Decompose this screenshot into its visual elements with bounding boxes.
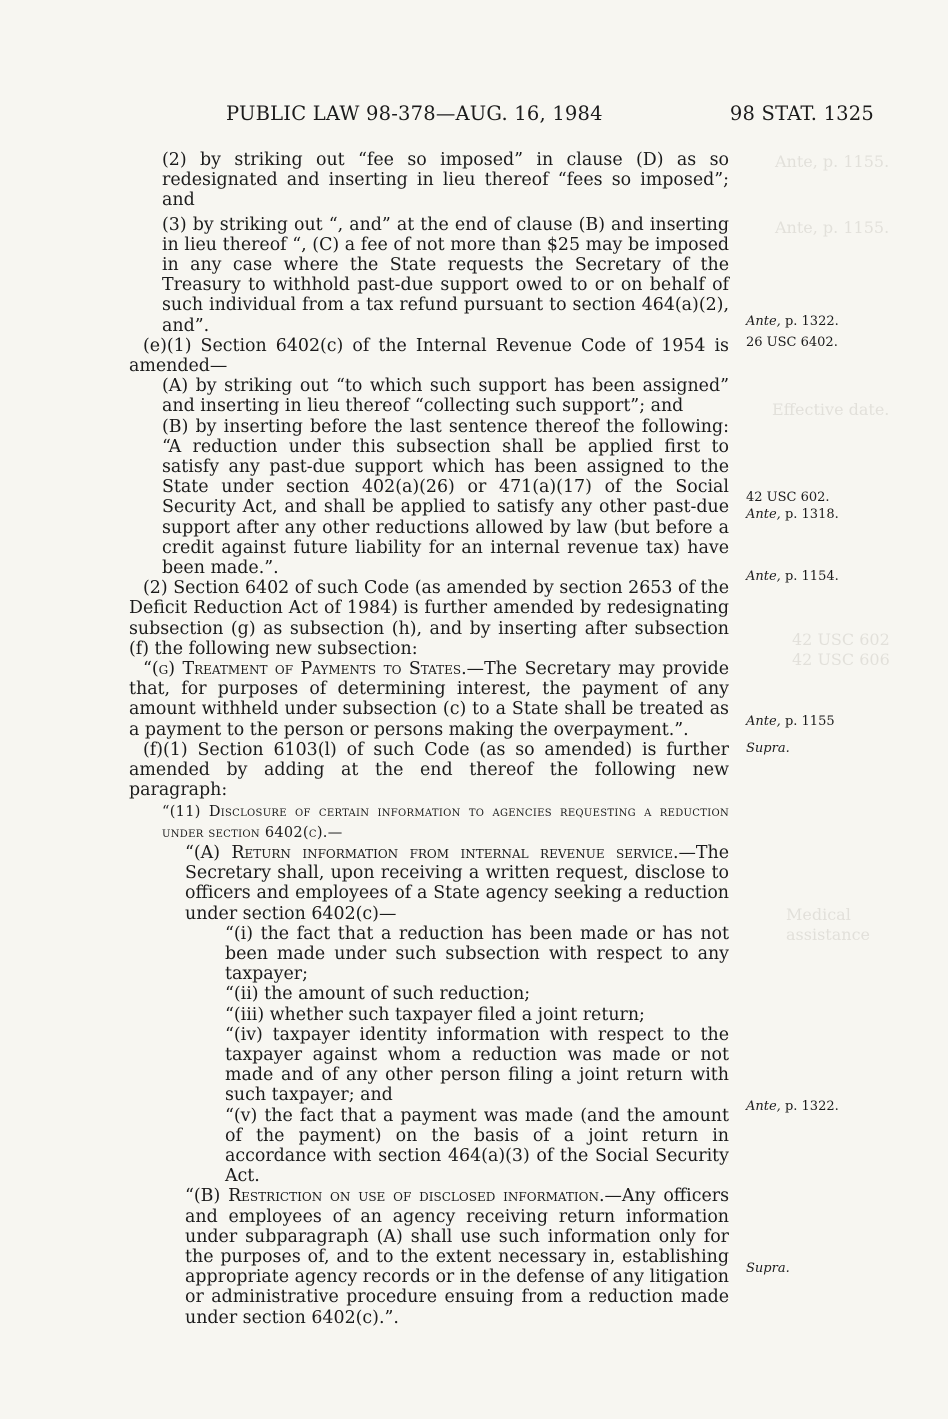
running-header (0, 96, 948, 132)
bleed-through-text: Ante, p. 1155. (775, 218, 890, 237)
clause-B: (B) by inserting before the last sentence thereof the following: “A reduction under this subsection shall be applied first to satisfy any past-due support which has been assigned to the State under section 402(a)(26) or 471(a)(17) of the Social Security Act, and shall be applied to satisfy any other past-due support after any other reductions allowed by law (but before a credit against future liability for an internal revenue tax) have been made.”. (162, 416, 729, 579)
item-iv: “(iv) taxpayer identity information with respect to the taxpayer against whom a reduction was made or not made and of any other person filing a joint return with such taxpayer; and (225, 1024, 729, 1106)
bleed-through-text: Effective date. (772, 400, 890, 419)
body-text (129, 150, 729, 1328)
bleed-through-text: 42 USC 602 (792, 630, 890, 649)
subsection-e-2-text: (2) Section 6402 of such Code (as amended by section 2653 of the Deficit Reduction Act of 1984) is further amended by redesignating subsection (g) as subsection (h), and by inserting after subsection (f) the following new subsection: (129, 578, 729, 659)
subsection-f-1: (f)(1) Section 6103(l) of such Code (as so amended) is further amended by adding at the end thereof the following new paragraph: (129, 739, 729, 801)
subsection-g-text: —The Secretary may provide that, for purposes of determining interest, the payment of any amount withheld under subsection (c) to a State shall be treated as a payment to the person or persons making the overpayment.”. (129, 659, 729, 740)
margin-note: 26 USC 6402. (746, 335, 838, 350)
paragraph-11-heading (129, 801, 729, 843)
item-i: “(i) the fact that a reduction has been made or has not been made under such subsection with respect to any taxpayer; (225, 923, 729, 985)
subparagraph-B (129, 1186, 729, 1327)
subparagraph-B-heading: “(B) Restriction on use of disclosed information. (185, 1186, 605, 1207)
subsection-e-1: (e)(1) Section 6402(c) of the Internal Revenue Code of 1954 is amended— (129, 335, 729, 377)
margin-note: Supra. (746, 741, 790, 756)
margin-note: Ante, p. 1322. (746, 314, 839, 329)
subparagraph-A-heading: “(A) Return information from internal revenue service. (185, 842, 679, 863)
margin-note: 42 USC 602. (746, 490, 830, 505)
margin-note: Ante, p. 1322. (746, 1099, 839, 1114)
paragraph-2: (2) by striking out “fee so imposed” in clause (D) as so redesignated and inserting in lieu thereof “fees so imposed”; and (162, 150, 729, 211)
paragraph-11-heading-text: “(11) Disclosure of certain information to agencies requesting a reduction under section 6402(c).— (162, 803, 729, 841)
bleed-through-text: Medical (786, 905, 851, 924)
item-iii: “(iii) whether such taxpayer filed a joint return; (225, 1004, 645, 1025)
subsection-g-heading: “(g) Treatment of Payments to States. (143, 659, 467, 680)
item-v: “(v) the fact that a payment was made (and the amount of the payment) on the basis of a joint return in accordance with section 464(a)(3) of the Social Security Act. (225, 1105, 729, 1187)
statute-page-number: 98 STAT. 1325 (729, 102, 874, 125)
subsection-e-2 (129, 578, 729, 659)
margin-note: Ante, p. 1155 (746, 714, 835, 729)
bleed-through-text: assistance (786, 925, 870, 944)
law-citation: PUBLIC LAW 98-378—AUG. 16, 1984 (226, 102, 603, 125)
margin-note: Ante, p. 1318. (746, 507, 839, 522)
bleed-through-text: Ante, p. 1155. (775, 152, 890, 171)
clause-A: (A) by striking out “to which such support has been assigned” and inserting in lieu thereof “collecting such support”; and (162, 376, 729, 417)
bleed-through-text: 42 USC 606 (792, 650, 890, 669)
new-subsection-g (129, 659, 729, 740)
margin-note: Ante, p. 1154. (746, 569, 839, 584)
item-ii: “(ii) the amount of such reduction; (225, 984, 531, 1005)
subparagraph-A-text: —The Secretary shall, upon receiving a written request, disclose to officers and employees of a State agency seeking a reduction under section 6402(c)— (185, 842, 729, 924)
subparagraph-A (129, 843, 729, 924)
subparagraph-B-text: —Any officers and employees of an agency receiving return information under subparagraph (A) shall use such information only for the purposes of, and to the extent necessary in, establishing appropriate agency records or in the defense of any litigation or administrative procedure ensuing from a reduction made under section 6402(c).”. (185, 1186, 729, 1328)
paragraph-3: (3) by striking out “, and” at the end of clause (B) and inserting in lieu thereof “, (C) a fee of not more than $25 may be imposed in any case where the State requests the Secretary of the Treasury to withhold past-due support owed to or on behalf of such individual from a tax refund pursuant to section 464(a)(2), and”. (162, 214, 729, 336)
margin-note: Supra. (746, 1261, 790, 1276)
